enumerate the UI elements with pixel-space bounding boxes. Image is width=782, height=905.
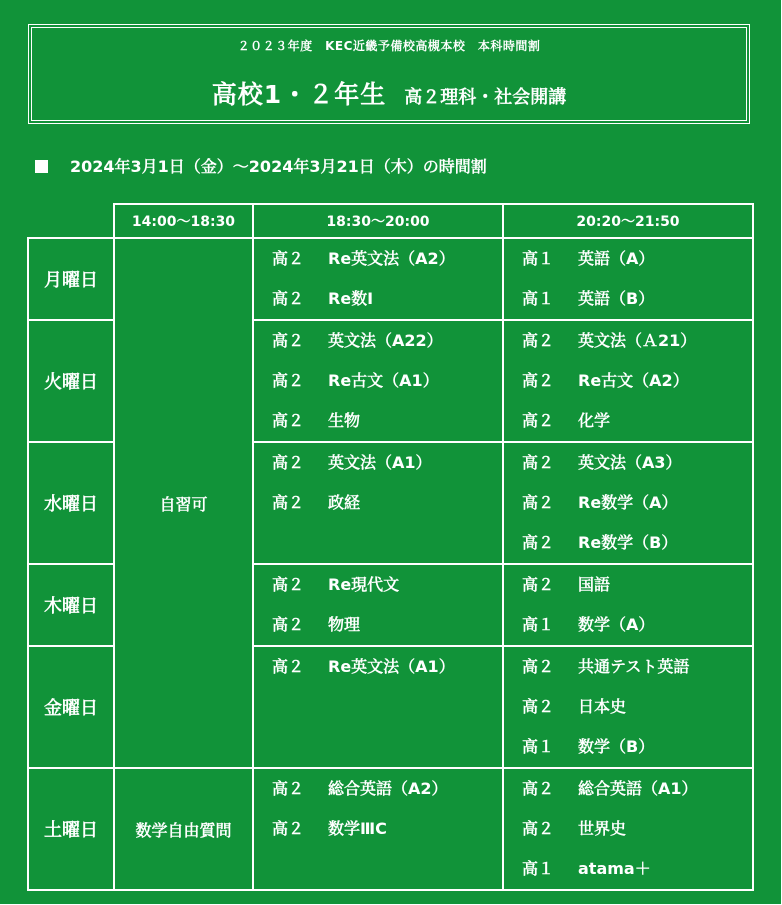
timetable xyxy=(27,203,754,891)
class-grade: 高２ xyxy=(522,575,555,594)
class-entry xyxy=(254,605,502,645)
class-grade: 高２ xyxy=(272,371,305,390)
class-subject: 英文法（A1） xyxy=(328,453,432,472)
class-slot xyxy=(253,564,503,646)
class-entry xyxy=(504,849,752,889)
class-slot xyxy=(503,238,753,320)
self-study-cell: 自習可 xyxy=(114,238,253,768)
class-entry xyxy=(504,605,752,645)
class-grade: 高２ xyxy=(272,289,305,308)
class-subject: Re古文（A1） xyxy=(328,371,439,390)
day-label: 土曜日 xyxy=(28,768,114,890)
page-title: 高校1・２年生 xyxy=(211,80,387,109)
class-entry xyxy=(504,361,752,401)
class-grade: 高２ xyxy=(522,819,555,838)
class-entry xyxy=(504,565,752,605)
class-subject: atama＋ xyxy=(578,859,651,878)
class-grade: 高２ xyxy=(522,453,555,472)
class-subject: 総合英語（A2） xyxy=(328,779,448,798)
class-entry xyxy=(504,239,752,279)
class-subject: 英語（A） xyxy=(578,249,655,268)
page-subtitle: 高２理科・社会開講 xyxy=(404,87,567,108)
day-row xyxy=(28,768,753,890)
title-line xyxy=(29,75,749,111)
school-year-line: ２０２３年度 KEC近畿予備校高槻本校 本科時間割 xyxy=(237,39,541,53)
class-entry xyxy=(254,443,502,483)
class-slot xyxy=(503,320,753,442)
class-grade: 高２ xyxy=(522,657,555,676)
class-slot xyxy=(253,320,503,442)
day-label: 火曜日 xyxy=(28,320,114,442)
class-subject: Re英文法（A2） xyxy=(328,249,455,268)
class-grade: 高２ xyxy=(272,249,305,268)
class-grade: 高２ xyxy=(272,453,305,472)
class-subject: 数学（A） xyxy=(578,615,655,634)
header-row xyxy=(28,204,753,238)
class-entry xyxy=(254,361,502,401)
class-subject: 数学（B） xyxy=(578,737,655,756)
column-header: 14:00～18:30 xyxy=(114,204,253,238)
class-entry xyxy=(504,647,752,687)
class-entry xyxy=(254,769,502,809)
class-entry xyxy=(254,809,502,849)
class-subject: 総合英語（A1） xyxy=(578,779,698,798)
class-subject: 政経 xyxy=(328,493,361,512)
day-label: 木曜日 xyxy=(28,564,114,646)
class-entry xyxy=(504,687,752,727)
class-subject: Re古文（A2） xyxy=(578,371,689,390)
class-slot xyxy=(503,442,753,564)
class-subject: Re英文法（A1） xyxy=(328,657,455,676)
class-grade: 高２ xyxy=(272,411,305,430)
class-entry xyxy=(254,401,502,441)
class-subject: Re現代文 xyxy=(328,575,400,594)
day-label: 水曜日 xyxy=(28,442,114,564)
class-grade: 高２ xyxy=(272,779,305,798)
saturday-early-cell: 数学自由質問 xyxy=(114,768,253,890)
class-slot xyxy=(253,646,503,768)
class-subject: Re数Ⅰ xyxy=(328,289,374,308)
class-subject: Re数学（A） xyxy=(578,493,678,512)
class-subject: 数学ⅢC xyxy=(328,819,387,838)
day-label: 月曜日 xyxy=(28,238,114,320)
class-grade: 高１ xyxy=(522,859,555,878)
class-subject: 生物 xyxy=(328,411,361,430)
class-entry xyxy=(254,321,502,361)
square-bullet-icon xyxy=(35,160,48,173)
class-subject: Re数学（B） xyxy=(578,533,678,552)
class-entry xyxy=(504,769,752,809)
class-subject: 英文法（A3） xyxy=(578,453,682,472)
class-grade: 高２ xyxy=(522,533,555,552)
class-grade: 高２ xyxy=(272,657,305,676)
day-row xyxy=(28,238,753,320)
class-subject: 英文法（A22） xyxy=(328,331,443,350)
class-entry xyxy=(254,279,502,319)
class-entry xyxy=(254,647,502,687)
class-entry xyxy=(504,809,752,849)
class-subject: 日本史 xyxy=(578,697,627,716)
class-entry xyxy=(504,279,752,319)
class-entry xyxy=(504,483,752,523)
class-entry xyxy=(504,523,752,563)
class-entry xyxy=(254,565,502,605)
class-entry xyxy=(504,443,752,483)
class-grade: 高１ xyxy=(522,289,555,308)
column-header: 18:30～20:00 xyxy=(253,204,503,238)
class-subject: 化学 xyxy=(578,411,611,430)
class-grade: 高２ xyxy=(522,779,555,798)
class-subject: 共通テスト英語 xyxy=(578,657,690,676)
class-grade: 高２ xyxy=(272,493,305,512)
class-grade: 高２ xyxy=(272,575,305,594)
class-subject: 物理 xyxy=(328,615,361,634)
class-slot xyxy=(503,768,753,890)
class-grade: 高２ xyxy=(272,615,305,634)
class-slot xyxy=(253,238,503,320)
date-range-text: 2024年3月1日（金）～2024年3月21日（木）の時間割 xyxy=(70,157,487,176)
column-header: 20:20～21:50 xyxy=(503,204,753,238)
class-grade: 高２ xyxy=(522,371,555,390)
class-grade: 高１ xyxy=(522,737,555,756)
class-grade: 高１ xyxy=(522,615,555,634)
class-slot xyxy=(253,768,503,890)
date-range-line xyxy=(35,154,487,177)
class-entry xyxy=(254,239,502,279)
class-slot xyxy=(253,442,503,564)
class-entry xyxy=(504,321,752,361)
class-entry xyxy=(254,483,502,523)
header-box xyxy=(28,24,750,124)
class-subject: 英文法（Ａ21） xyxy=(578,331,697,350)
class-grade: 高２ xyxy=(522,697,555,716)
class-grade: 高２ xyxy=(522,411,555,430)
class-grade: 高２ xyxy=(522,493,555,512)
class-subject: 世界史 xyxy=(578,819,627,838)
day-label: 金曜日 xyxy=(28,646,114,768)
corner-cell xyxy=(28,204,114,238)
class-slot xyxy=(503,564,753,646)
class-grade: 高２ xyxy=(272,819,305,838)
class-subject: 英語（B） xyxy=(578,289,655,308)
class-grade: 高２ xyxy=(522,331,555,350)
class-grade: 高２ xyxy=(272,331,305,350)
class-slot xyxy=(503,646,753,768)
class-entry xyxy=(504,401,752,441)
class-entry xyxy=(504,727,752,767)
class-grade: 高１ xyxy=(522,249,555,268)
class-subject: 国語 xyxy=(578,575,611,594)
